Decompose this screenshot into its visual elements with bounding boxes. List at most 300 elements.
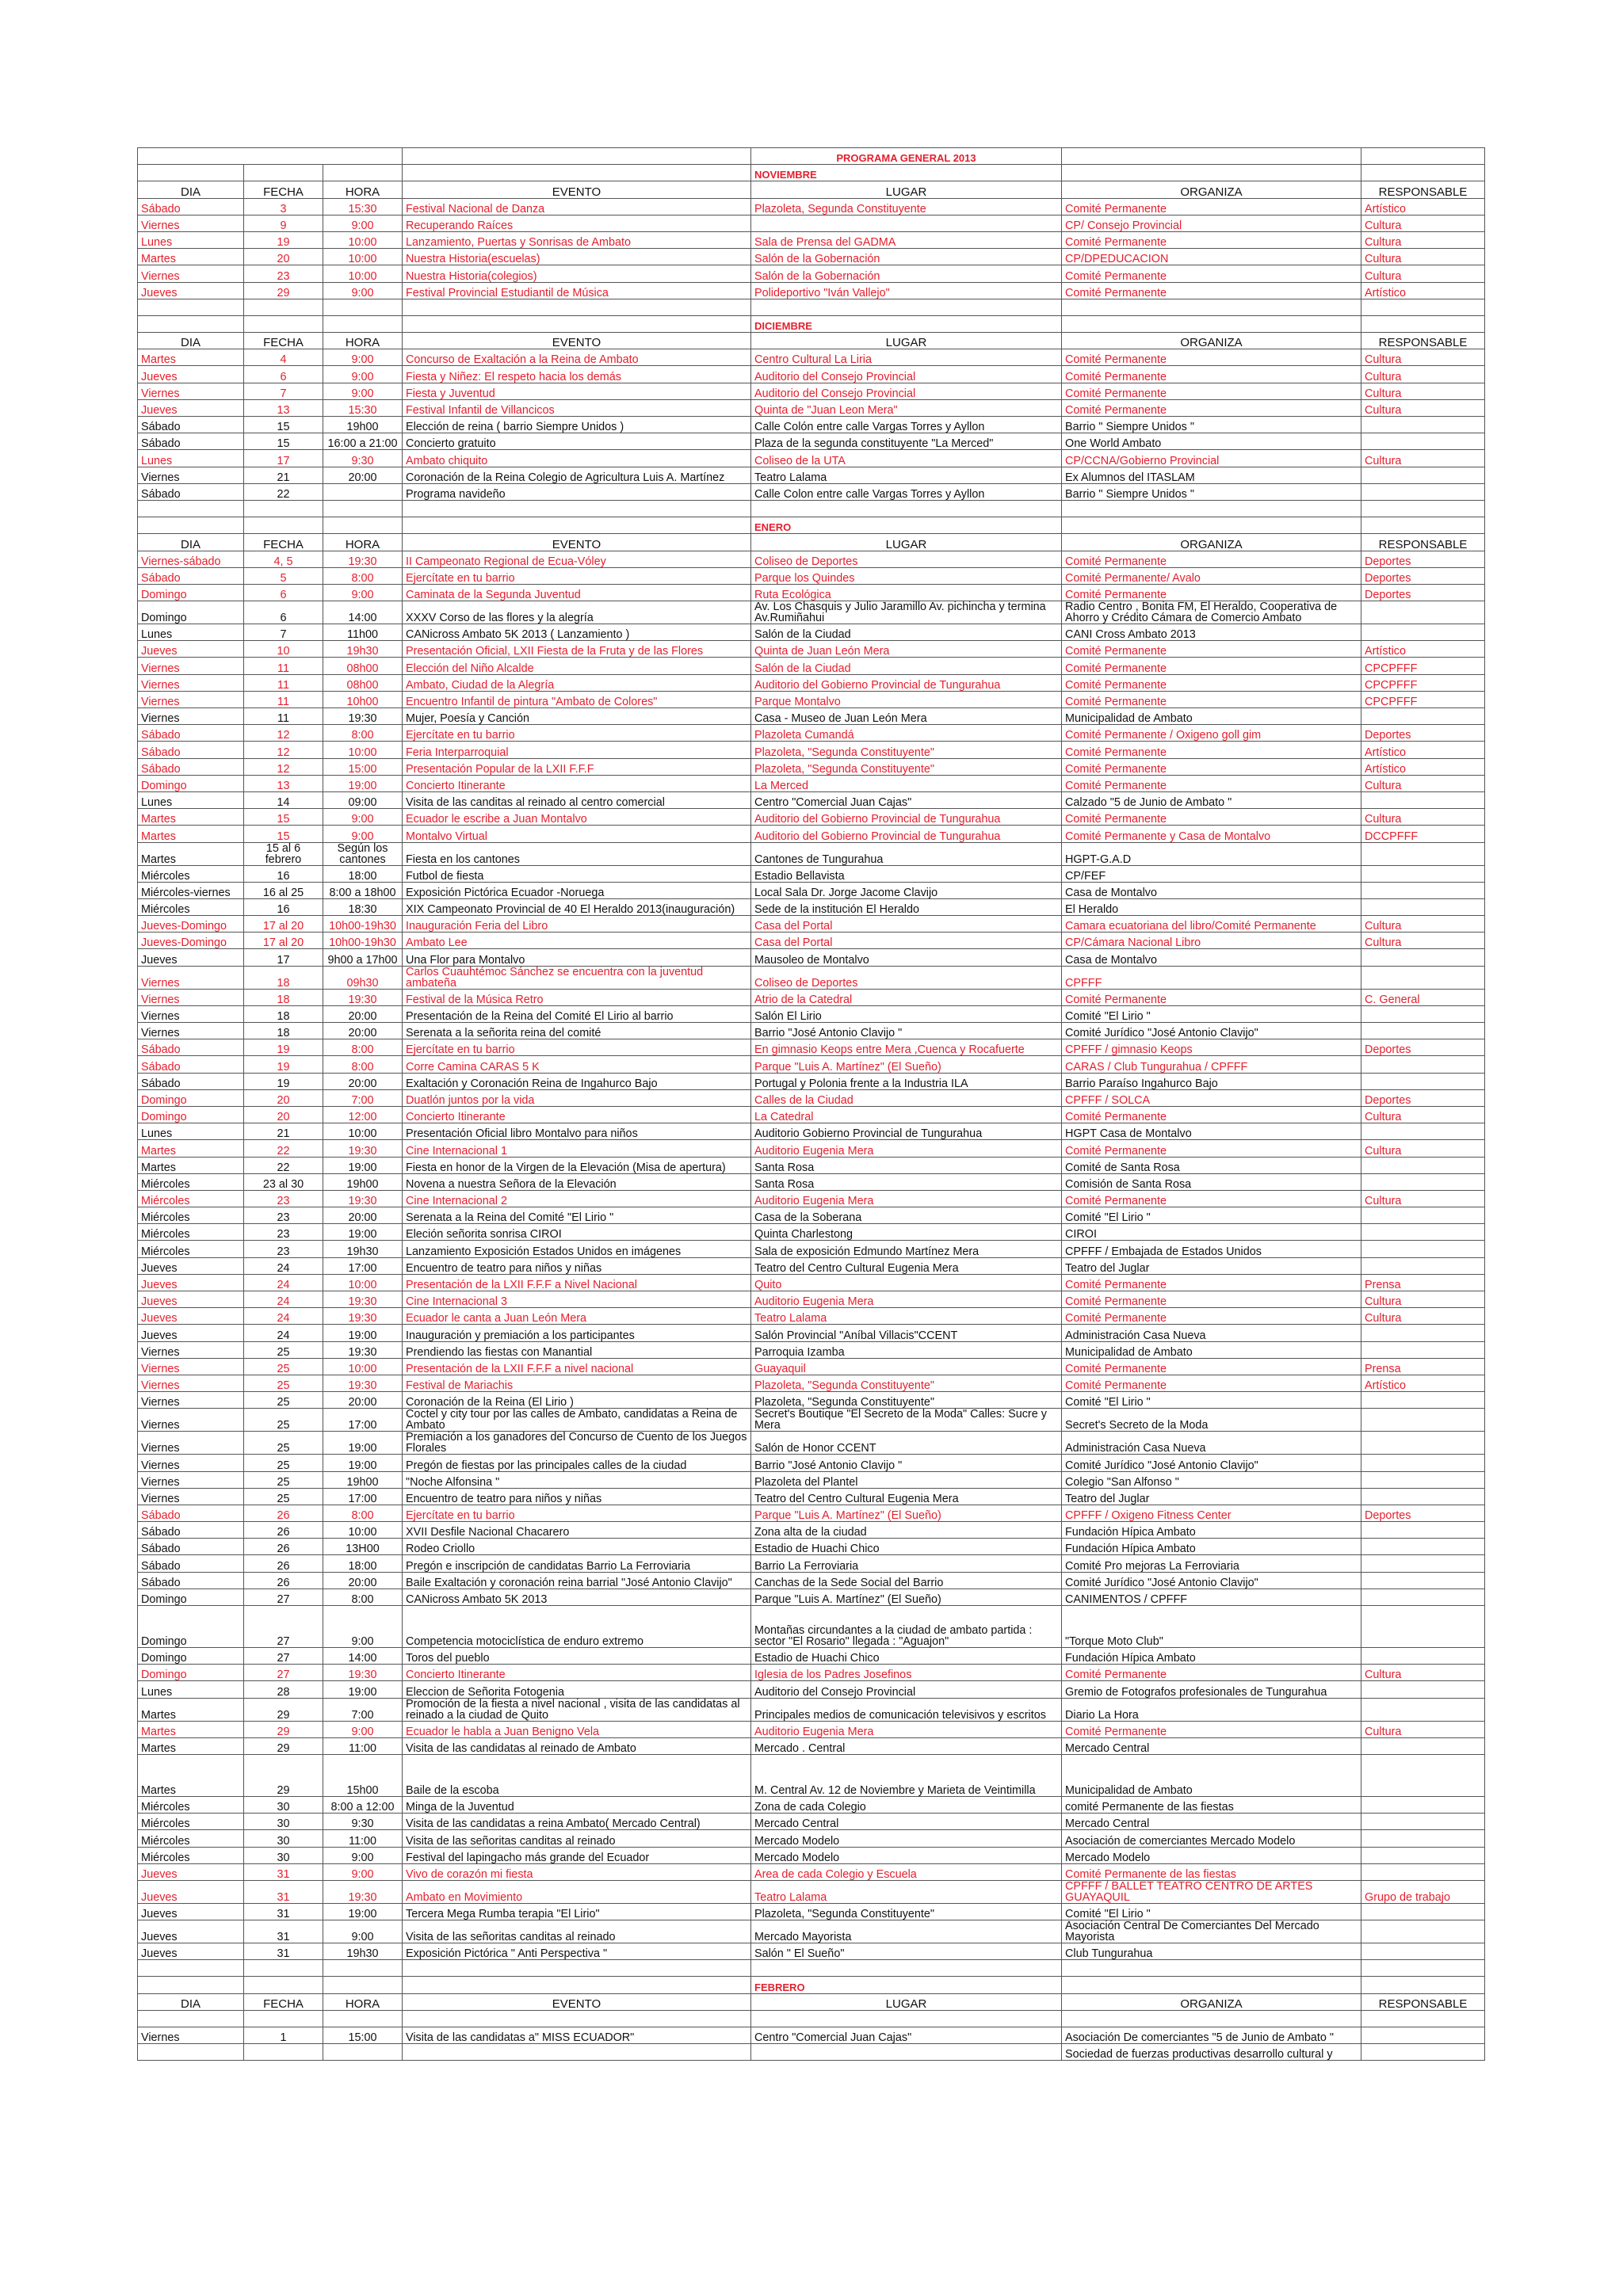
day-cell: Sábado — [138, 483, 244, 500]
table-row — [138, 383, 1485, 399]
header-hora: HORA — [323, 534, 403, 551]
table-row — [138, 215, 1485, 231]
organizer-cell: Comité Permanente — [1062, 282, 1361, 299]
place-cell: Auditorio Eugenia Mera — [751, 1190, 1062, 1207]
responsible-cell — [1361, 1455, 1485, 1471]
responsible-cell: Artístico — [1361, 758, 1485, 775]
table-row — [138, 1190, 1485, 1207]
organizer-cell: Comité Permanente — [1062, 1190, 1361, 1207]
event-cell: Concierto Itinerante — [403, 1106, 751, 1123]
date-cell: 26 — [244, 1539, 323, 1555]
event-cell: Ejercítate en tu barrio — [403, 567, 751, 584]
time-cell: 12:00 — [323, 1106, 403, 1123]
table-row — [138, 916, 1485, 933]
organizer-cell: CIROI — [1062, 1224, 1361, 1241]
date-cell: 30 — [244, 1796, 323, 1813]
date-cell: 26 — [244, 1572, 323, 1589]
event-cell: Festival del lapingacho más grande del Ecuador — [403, 1847, 751, 1863]
responsible-cell: Deportes — [1361, 1505, 1485, 1521]
date-cell: 4, 5 — [244, 551, 323, 567]
event-cell: Encuentro de teatro para niños y niñas — [403, 1488, 751, 1505]
organizer-cell: Comité Permanente — [1062, 1358, 1361, 1375]
date-cell: 16 — [244, 898, 323, 915]
day-cell: Viernes — [138, 1432, 244, 1455]
organizer-cell: Comité Permanente — [1062, 674, 1361, 691]
responsible-cell — [1361, 1847, 1485, 1863]
header-fecha: FECHA — [244, 333, 323, 349]
organizer-cell: Comité Permanente — [1062, 641, 1361, 658]
place-cell: Coliseo de la UTA — [751, 450, 1062, 467]
organizer-cell: Comité Permanente — [1062, 1291, 1361, 1308]
responsible-cell: Cultura — [1361, 933, 1485, 949]
place-cell — [751, 2044, 1062, 2061]
date-cell: 20 — [244, 1106, 323, 1123]
place-cell: Centro Cultural La Liria — [751, 349, 1062, 366]
day-cell: Sábado — [138, 758, 244, 775]
event-cell: Encuentro Infantil de pintura "Ambato de Colores" — [403, 691, 751, 707]
table-row — [138, 933, 1485, 949]
organizer-cell: Radio Centro , Bonita FM, El Heraldo, Cooperativa de Ahorro y Crédito Cámara de Comercio Ambato — [1062, 601, 1361, 624]
day-cell: Miércoles — [138, 1241, 244, 1257]
place-cell: Area de cada Colegio y Escuela — [751, 1863, 1062, 1880]
organizer-cell: Asociación Central De Comerciantes Del Mercado Mayorista — [1062, 1920, 1361, 1943]
day-cell: Viernes — [138, 1471, 244, 1488]
event-cell: Visita de las señoritas canditas al reinado — [403, 1920, 751, 1943]
event-cell: Festival Nacional de Danza — [403, 198, 751, 215]
organizer-cell: CPFFF — [1062, 966, 1361, 989]
date-cell: 20 — [244, 249, 323, 265]
organizer-cell: Club Tungurahua — [1062, 1943, 1361, 1960]
table-row — [138, 1814, 1485, 1830]
time-cell: 10:00 — [323, 1123, 403, 1140]
place-cell: Plazoleta, "Segunda Constituyente" — [751, 1903, 1062, 1920]
place-cell: Salón de la Gobernación — [751, 265, 1062, 282]
responsible-cell — [1361, 1173, 1485, 1190]
date-cell: 29 — [244, 1721, 323, 1737]
event-cell: Pregón e inscripción de candidatas Barrio La Ferroviaria — [403, 1555, 751, 1572]
organizer-cell: Comité Permanente — [1062, 1274, 1361, 1291]
place-cell: Parque Montalvo — [751, 691, 1062, 707]
day-cell: Jueves — [138, 1274, 244, 1291]
time-cell: 10:00 — [323, 1522, 403, 1539]
responsible-cell — [1361, 1005, 1485, 1022]
day-cell: Domingo — [138, 584, 244, 601]
time-cell: 9:00 — [323, 1863, 403, 1880]
place-cell: Salón El Lirio — [751, 1005, 1062, 1022]
day-cell: Sábado — [138, 567, 244, 584]
day-cell: Viernes — [138, 265, 244, 282]
date-cell: 31 — [244, 1880, 323, 1903]
table-row — [138, 898, 1485, 915]
organizer-cell: CARAS / Club Tungurahua / CPFFF — [1062, 1056, 1361, 1073]
day-cell: Domingo — [138, 775, 244, 791]
time-cell: 8:00 a 12:00 — [323, 1796, 403, 1813]
place-cell: Av. Los Chasquis y Julio Jaramillo Av. pichincha y termina Av.Rumiñahui — [751, 601, 1062, 624]
responsible-cell: Prensa — [1361, 1358, 1485, 1375]
table-row — [138, 1665, 1485, 1681]
header-responsable: RESPONSABLE — [1361, 333, 1485, 349]
day-cell: Viernes — [138, 2027, 244, 2044]
responsible-cell — [1361, 898, 1485, 915]
responsible-cell — [1361, 1471, 1485, 1488]
place-cell: Atrio de la Catedral — [751, 989, 1062, 1005]
table-row — [138, 1471, 1485, 1488]
organizer-cell: Comité "El Lirio " — [1062, 1903, 1361, 1920]
place-cell: Mausoleo de Montalvo — [751, 949, 1062, 966]
time-cell: 09h30 — [323, 966, 403, 989]
responsible-cell: Prensa — [1361, 1274, 1485, 1291]
event-cell: Fiesta y Niñez: El respeto hacia los demás — [403, 366, 751, 383]
day-cell: Lunes — [138, 450, 244, 467]
organizer-cell: Barrio " Siempre Unidos " — [1062, 417, 1361, 433]
day-cell: Lunes — [138, 231, 244, 248]
month-label: NOVIEMBRE — [751, 165, 1062, 181]
responsible-cell: Cultura — [1361, 215, 1485, 231]
date-cell: 12 — [244, 742, 323, 758]
date-cell: 31 — [244, 1863, 323, 1880]
day-cell: Viernes — [138, 1005, 244, 1022]
table-row — [138, 1432, 1485, 1455]
place-cell: Polideportivo "Iván Vallejo" — [751, 282, 1062, 299]
organizer-cell: CPFFF / BALLET TEATRO CENTRO DE ARTES GUAYAQUIL — [1062, 1880, 1361, 1903]
day-cell: Martes — [138, 842, 244, 865]
organizer-cell: Comité "El Lirio " — [1062, 1005, 1361, 1022]
place-cell: Auditorio Gobierno Provincial de Tungurahua — [751, 1123, 1062, 1140]
organizer-cell: Calzado "5 de Junio de Ambato " — [1062, 791, 1361, 808]
time-cell: 7:00 — [323, 1698, 403, 1721]
responsible-cell: Deportes — [1361, 551, 1485, 567]
organizer-cell: Casa de Montalvo — [1062, 949, 1361, 966]
header-responsable: RESPONSABLE — [1361, 1993, 1485, 2010]
time-cell: 19h30 — [323, 1241, 403, 1257]
time-cell: 18:00 — [323, 865, 403, 882]
date-cell: 25 — [244, 1455, 323, 1471]
date-cell: 25 — [244, 1409, 323, 1432]
responsible-cell — [1361, 1814, 1485, 1830]
day-cell: Jueves — [138, 641, 244, 658]
event-cell: Nuestra Historia(colegios) — [403, 265, 751, 282]
day-cell: Lunes — [138, 1123, 244, 1140]
day-cell: Jueves — [138, 1863, 244, 1880]
date-cell: 25 — [244, 1432, 323, 1455]
event-cell: Lanzamiento, Puertas y Sonrisas de Ambato — [403, 231, 751, 248]
event-cell: Carlos Cuauhtémoc Sánchez se encuentra con la juventud ambateña — [403, 966, 751, 989]
place-cell: Auditorio del Consejo Provincial — [751, 366, 1062, 383]
event-cell: CANicross Ambato 5K 2013 — [403, 1589, 751, 1605]
program-title: PROGRAMA GENERAL 2013 — [751, 148, 1062, 165]
day-cell: Viernes — [138, 1409, 244, 1432]
event-cell: Futbol de fiesta — [403, 865, 751, 882]
responsible-cell: CPCPFFF — [1361, 674, 1485, 691]
place-cell: Guayaquil — [751, 1358, 1062, 1375]
header-fecha: FECHA — [244, 181, 323, 198]
time-cell: 19h30 — [323, 641, 403, 658]
time-cell: 11:00 — [323, 1830, 403, 1847]
organizer-cell: Comité Permanente — [1062, 584, 1361, 601]
place-cell: Auditorio del Consejo Provincial — [751, 383, 1062, 399]
date-cell: 25 — [244, 1471, 323, 1488]
day-cell: Domingo — [138, 1089, 244, 1106]
day-cell — [138, 2044, 244, 2061]
event-cell: Coctel y city tour por las calles de Ambato, candidatas a Reina de Ambato — [403, 1409, 751, 1432]
place-cell: Barrio "José Antonio Clavijo " — [751, 1455, 1062, 1471]
table-row — [138, 658, 1485, 674]
event-cell: Inauguración Feria del Libro — [403, 916, 751, 933]
table-row — [138, 2027, 1485, 2044]
event-cell: Premiación a los ganadores del Concurso de Cuento de los Juegos Florales — [403, 1432, 751, 1455]
organizer-cell: Fundación Hípica Ambato — [1062, 1539, 1361, 1555]
date-cell: 11 — [244, 708, 323, 725]
table-row — [138, 641, 1485, 658]
blank-row — [138, 2010, 1485, 2027]
event-cell: Exaltación y Coronación Reina de Ingahurco Bajo — [403, 1073, 751, 1089]
table-row — [138, 1257, 1485, 1274]
place-cell: Parque los Quindes — [751, 567, 1062, 584]
table-row — [138, 1681, 1485, 1698]
organizer-cell: Casa de Montalvo — [1062, 882, 1361, 898]
header-hora: HORA — [323, 181, 403, 198]
responsible-cell — [1361, 1257, 1485, 1274]
organizer-cell: Comité Permanente — [1062, 1721, 1361, 1737]
organizer-cell: Sociedad de fuerzas productivas desarrollo cultural y — [1062, 2044, 1361, 2061]
responsible-cell: Cultura — [1361, 231, 1485, 248]
date-cell: 1 — [244, 2027, 323, 2044]
place-cell — [751, 215, 1062, 231]
day-cell: Miércoles — [138, 1224, 244, 1241]
table-row — [138, 882, 1485, 898]
organizer-cell: Comité Permanente — [1062, 691, 1361, 707]
responsible-cell — [1361, 1903, 1485, 1920]
event-cell: Visita de las canditas al reinado al centro comercial — [403, 791, 751, 808]
event-cell: XIX Campeonato Provincial de 40 El Heraldo 2013(inauguración) — [403, 898, 751, 915]
event-cell: Caminata de la Segunda Juventud — [403, 584, 751, 601]
responsible-cell: CPCPFFF — [1361, 691, 1485, 707]
header-evento: EVENTO — [403, 1993, 751, 2010]
blank-row — [138, 299, 1485, 315]
table-row — [138, 1274, 1485, 1291]
event-cell: Ecuador le habla a Juan Benigno Vela — [403, 1721, 751, 1737]
place-cell: Estadio de Huachi Chico — [751, 1648, 1062, 1665]
time-cell: 15:00 — [323, 2027, 403, 2044]
organizer-cell: Mercado Central — [1062, 1814, 1361, 1830]
event-cell: Visita de las candidatas a reina Ambato( Mercado Central) — [403, 1814, 751, 1830]
event-cell: Ambato, Ciudad de la Alegría — [403, 674, 751, 691]
responsible-cell: Cultura — [1361, 1665, 1485, 1681]
responsible-cell — [1361, 1123, 1485, 1140]
date-cell: 16 al 25 — [244, 882, 323, 898]
event-cell: Nuestra Historia(escuelas) — [403, 249, 751, 265]
organizer-cell: Comité Permanente — [1062, 758, 1361, 775]
time-cell: 20:00 — [323, 1023, 403, 1039]
date-cell: 31 — [244, 1920, 323, 1943]
date-cell: 19 — [244, 1056, 323, 1073]
table-row — [138, 349, 1485, 366]
responsible-cell: Deportes — [1361, 725, 1485, 742]
time-cell: 15:30 — [323, 198, 403, 215]
responsible-cell — [1361, 791, 1485, 808]
event-cell: Mujer, Poesía y Canción — [403, 708, 751, 725]
event-cell: Concurso de Exaltación a la Reina de Ambato — [403, 349, 751, 366]
day-cell: Viernes — [138, 1455, 244, 1471]
table-row — [138, 691, 1485, 707]
date-cell: 14 — [244, 791, 323, 808]
event-cell: Recuperando Raíces — [403, 215, 751, 231]
responsible-cell — [1361, 1073, 1485, 1089]
time-cell: 19:00 — [323, 1224, 403, 1241]
organizer-cell: Comité Permanente — [1062, 349, 1361, 366]
organizer-cell: Comité Permanente — [1062, 1106, 1361, 1123]
organizer-cell: Comité Permanente — [1062, 809, 1361, 826]
responsible-cell — [1361, 417, 1485, 433]
responsible-cell: DCCPFFF — [1361, 826, 1485, 842]
place-cell: Centro "Comercial Juan Cajas" — [751, 791, 1062, 808]
date-cell: 28 — [244, 1681, 323, 1698]
date-cell: 10 — [244, 641, 323, 658]
responsible-cell — [1361, 882, 1485, 898]
organizer-cell: Colegio "San Alfonso " — [1062, 1471, 1361, 1488]
event-cell: Corre Camina CARAS 5 K — [403, 1056, 751, 1073]
place-cell: Plazoleta, "Segunda Constituyente" — [751, 758, 1062, 775]
table-row — [138, 1698, 1485, 1721]
date-cell: 6 — [244, 366, 323, 383]
event-cell: Presentación Oficial libro Montalvo para niños — [403, 1123, 751, 1140]
day-cell: Martes — [138, 1157, 244, 1173]
organizer-cell: Comité Permanente — [1062, 658, 1361, 674]
responsible-cell — [1361, 1522, 1485, 1539]
table-row — [138, 1409, 1485, 1432]
time-cell: 9:00 — [323, 383, 403, 399]
table-row — [138, 483, 1485, 500]
date-cell: 7 — [244, 383, 323, 399]
date-cell: 23 — [244, 1241, 323, 1257]
responsible-cell — [1361, 1555, 1485, 1572]
event-cell: Festival de Mariachis — [403, 1375, 751, 1391]
organizer-cell: Teatro del Juglar — [1062, 1257, 1361, 1274]
event-cell: XXXV Corso de las flores y la alegría — [403, 601, 751, 624]
time-cell: 19:30 — [323, 551, 403, 567]
organizer-cell: Comisión de Santa Rosa — [1062, 1173, 1361, 1190]
day-cell: Viernes — [138, 1023, 244, 1039]
place-cell: Iglesia de los Padres Josefinos — [751, 1665, 1062, 1681]
table-row — [138, 1291, 1485, 1308]
header-evento: EVENTO — [403, 181, 751, 198]
date-cell: 17 — [244, 949, 323, 966]
time-cell: 20:00 — [323, 1207, 403, 1224]
day-cell: Martes — [138, 1140, 244, 1157]
place-cell: Teatro Lalama — [751, 1880, 1062, 1903]
header-responsable: RESPONSABLE — [1361, 534, 1485, 551]
blank-row — [138, 500, 1485, 517]
header-dia: DIA — [138, 1993, 244, 2010]
organizer-cell: Secret's Secreto de la Moda — [1062, 1409, 1361, 1432]
organizer-cell: Comité "El Lirio " — [1062, 1207, 1361, 1224]
event-cell: Festival Provincial Estudiantil de Música — [403, 282, 751, 299]
place-cell: Plazoleta Cumandá — [751, 725, 1062, 742]
date-cell: 23 al 30 — [244, 1173, 323, 1190]
table-row — [138, 467, 1485, 483]
date-cell: 4 — [244, 349, 323, 366]
date-cell: 19 — [244, 231, 323, 248]
place-cell: Plazoleta, Segunda Constituyente — [751, 198, 1062, 215]
day-cell: Martes — [138, 809, 244, 826]
day-cell: Viernes — [138, 467, 244, 483]
time-cell: 8:00 — [323, 725, 403, 742]
day-cell: Domingo — [138, 1106, 244, 1123]
event-cell: Fiesta y Juventud — [403, 383, 751, 399]
organizer-cell: Comité de Santa Rosa — [1062, 1157, 1361, 1173]
time-cell: 9:00 — [323, 349, 403, 366]
event-cell: Novena a nuestra Señora de la Elevación — [403, 1173, 751, 1190]
place-cell: Estadio Bellavista — [751, 865, 1062, 882]
organizer-cell: Administración Casa Nueva — [1062, 1325, 1361, 1341]
responsible-cell — [1361, 1681, 1485, 1698]
event-cell: Presentación de la Reina del Comité El Lirio al barrio — [403, 1005, 751, 1022]
day-cell: Miércoles — [138, 1190, 244, 1207]
table-row — [138, 567, 1485, 584]
day-cell: Jueves — [138, 1880, 244, 1903]
title-row — [138, 148, 1485, 165]
event-cell: Visita de las señoritas canditas al reinado — [403, 1830, 751, 1847]
place-cell: Ruta Ecológica — [751, 584, 1062, 601]
responsible-cell: C. General — [1361, 989, 1485, 1005]
month-row — [138, 315, 1485, 332]
table-row — [138, 249, 1485, 265]
place-cell: Plazoleta, "Segunda Constituyente" — [751, 1392, 1062, 1409]
place-cell: Quinta de Juan León Mera — [751, 641, 1062, 658]
place-cell: Calle Colon entre calle Vargas Torres y Ayllon — [751, 483, 1062, 500]
organizer-cell: Camara ecuatoriana del libro/Comité Permanente — [1062, 916, 1361, 933]
date-cell: 27 — [244, 1589, 323, 1605]
date-cell: 19 — [244, 1073, 323, 1089]
event-cell: II Campeonato Regional de Ecua-Vóley — [403, 551, 751, 567]
responsible-cell: Cultura — [1361, 1721, 1485, 1737]
date-cell: 6 — [244, 601, 323, 624]
responsible-cell — [1361, 1241, 1485, 1257]
organizer-cell: Comité "El Lirio " — [1062, 1392, 1361, 1409]
responsible-cell — [1361, 1698, 1485, 1721]
day-cell: Jueves — [138, 949, 244, 966]
place-cell: Auditorio Eugenia Mera — [751, 1291, 1062, 1308]
table-row — [138, 725, 1485, 742]
time-cell: 19:30 — [323, 1375, 403, 1391]
day-cell: Viernes — [138, 674, 244, 691]
table-row — [138, 1358, 1485, 1375]
header-evento: EVENTO — [403, 333, 751, 349]
time-cell: 9:00 — [323, 1920, 403, 1943]
time-cell: 10:00 — [323, 742, 403, 758]
event-cell: Fiesta en los cantones — [403, 842, 751, 865]
organizer-cell: Comité Permanente — [1062, 1665, 1361, 1681]
blank-row — [138, 1960, 1485, 1977]
table-row — [138, 865, 1485, 882]
date-cell: 12 — [244, 725, 323, 742]
date-cell: 30 — [244, 1814, 323, 1830]
day-cell: Jueves — [138, 1903, 244, 1920]
event-cell: Cine Internacional 2 — [403, 1190, 751, 1207]
month-label: FEBRERO — [751, 1977, 1062, 1993]
table-row — [138, 198, 1485, 215]
time-cell: 10:00 — [323, 1274, 403, 1291]
date-cell: 11 — [244, 691, 323, 707]
table-row — [138, 809, 1485, 826]
event-cell: Rodeo Criollo — [403, 1539, 751, 1555]
day-cell: Sábado — [138, 1056, 244, 1073]
table-row — [138, 1207, 1485, 1224]
responsible-cell — [1361, 1589, 1485, 1605]
day-cell: Domingo — [138, 601, 244, 624]
header-dia: DIA — [138, 333, 244, 349]
day-cell: Viernes — [138, 383, 244, 399]
